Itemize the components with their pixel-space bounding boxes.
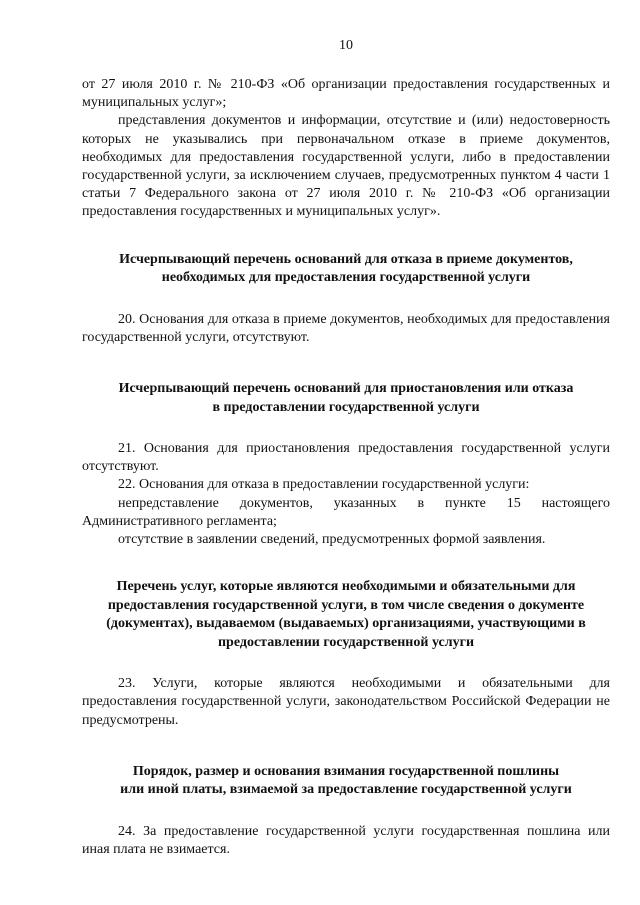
heading-line: Перечень услуг, которые являются необходимыми и обязательными для xyxy=(116,579,576,595)
section-heading-suspension-refusal xyxy=(82,380,610,417)
heading-line: предоставлении государственной услуги xyxy=(217,634,475,650)
heading-line: Исчерпывающий перечень оснований для приостановления или отказа xyxy=(118,381,574,397)
heading-line: или иной платы, взимаемой за предоставление государственной услуги xyxy=(120,782,572,798)
paragraph-item-22-a: непредставление документов, указанных в пункте 15 настоящего Административного регламента; xyxy=(82,495,610,529)
heading-line: (документах), выдаваемом (выдаваемых) организациями, участвующими в xyxy=(106,616,586,632)
paragraph-item-24: 24. За предоставление государственной услуги государственная пошлина или иная плата не взимается. xyxy=(82,823,610,858)
heading-line: необходимых для предоставления государственной услуги xyxy=(161,270,531,286)
paragraph-item-22: 22. Основания для отказа в предоставлении государственной услуги: xyxy=(118,477,530,493)
heading-line: в предоставлении государственной услуги xyxy=(212,399,480,415)
heading-line: Исчерпывающий перечень оснований для отказа в приеме документов, xyxy=(119,251,573,267)
section-heading-required-services xyxy=(82,578,610,652)
page-number: 10 xyxy=(339,38,353,53)
heading-line: Порядок, размер и основания взимания государственной пошлины xyxy=(132,763,560,779)
paragraph-item-22-b: отсутствие в заявлении сведений, предусмотренных формой заявления. xyxy=(118,532,546,548)
paragraph-documents-info: представления документов и информации, отсутствие и (или) недостоверность которых не указывались при первоначальном отказе в приеме документов, необходимых для предоставления государственной услуги, либо в предоставлении государственной услуги, за исключением случаев, предусмотренных пунктом 4 части 1 статьи 7 Федерального закона от 27 июля 2010 г. № 210-ФЗ «Об организации предоставления государственных и муниципальных услуг». xyxy=(82,113,610,220)
paragraph-item-23: 23. Услуги, которые являются необходимыми и обязательными для предоставления государственной услуги, законодательством Российской Федерации не предусмотрены. xyxy=(82,676,610,728)
paragraph-law-reference: от 27 июля 2010 г. № 210-ФЗ «Об организации предоставления государственных и муниципальных услуг»; xyxy=(82,77,610,111)
paragraph-item-21: 21. Основания для приостановления предоставления государственной услуги отсутствуют. xyxy=(82,441,610,475)
heading-line: предоставления государственной услуги, в том числе сведения о документе xyxy=(107,597,585,613)
section-heading-refusal-acceptance xyxy=(82,251,610,288)
section-heading-state-fee xyxy=(82,763,610,800)
paragraph-item-20: 20. Основания для отказа в приеме документов, необходимых для предоставления государственной услуги, отсутствуют. xyxy=(82,311,610,345)
